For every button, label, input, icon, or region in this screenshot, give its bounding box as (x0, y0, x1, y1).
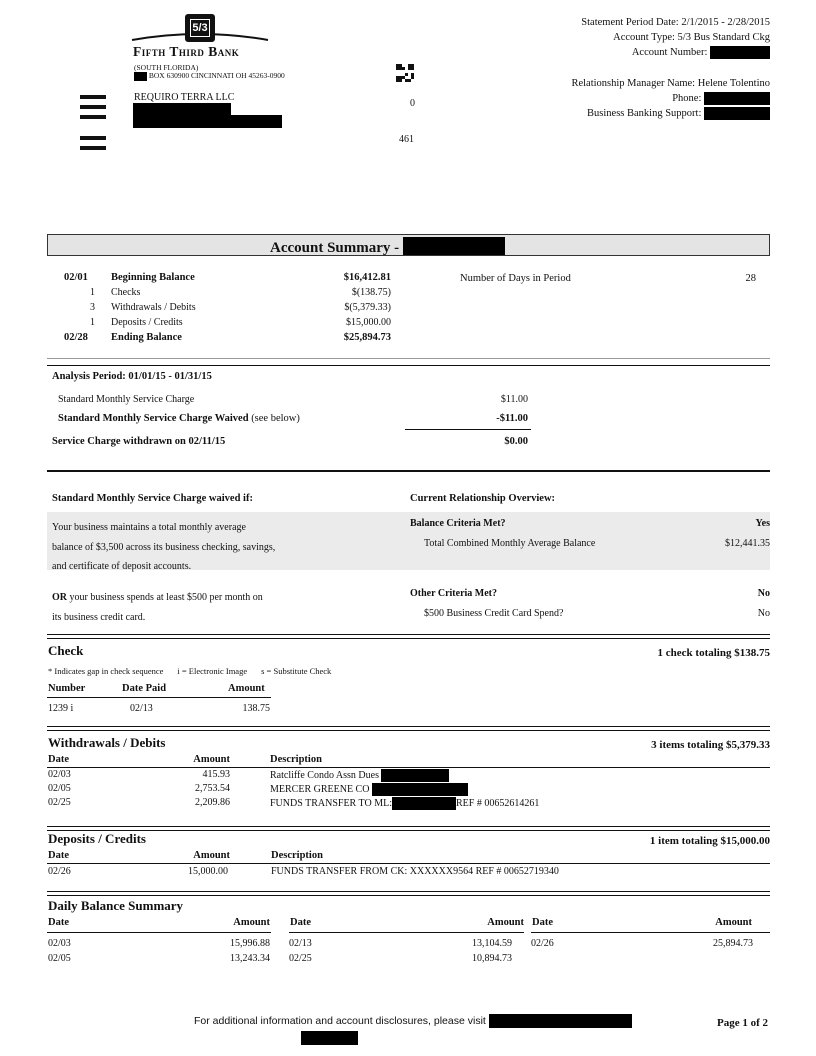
service-charge-waived-label: Standard Monthly Service Charge Waived (58, 413, 249, 424)
customer-name: REQUIRO TERRA LLC (134, 92, 235, 103)
redacted-box (301, 1031, 358, 1045)
redacted-box (489, 1014, 632, 1028)
deposits-col-date: Date (48, 850, 69, 861)
daily-col1-date-header: Date (48, 917, 69, 928)
logo-mark (185, 14, 215, 42)
deposit-amount: 15,000.00 (188, 866, 228, 877)
page-number: Page 1 of 2 (716, 1017, 768, 1029)
redacted-box (704, 107, 770, 120)
redacted-box (133, 115, 282, 128)
qr-code-icon (396, 64, 414, 82)
daily-amount: 13,104.59 (472, 938, 512, 949)
account-summary-title: Account Summary - (270, 240, 400, 256)
daily-balance-title: Daily Balance Summary (48, 898, 184, 913)
summary-row (48, 332, 398, 347)
summary-date: 02/28 (64, 332, 88, 343)
daily-date: 02/03 (48, 938, 71, 949)
summary-label: Beginning Balance (111, 272, 195, 283)
redacted-box (134, 72, 147, 81)
relationship-overview-heading: Current Relationship Overview: (410, 493, 556, 504)
withdrawals-col-description: Description (270, 754, 322, 765)
service-charge-waived-note: (see below) (251, 413, 300, 424)
withdrawals-col-date: Date (48, 754, 69, 765)
redacted-box (403, 237, 505, 255)
withdrawal-date: 02/25 (48, 797, 71, 808)
account-type: 5/3 Bus Standard Ckg (677, 32, 770, 43)
deposits-col-amount: Amount (193, 850, 230, 861)
service-charge-waived-line (58, 413, 300, 424)
daily-col3-amount-header: Amount (715, 917, 752, 928)
redacted-box (372, 783, 468, 796)
days-in-period-value: 28 (745, 273, 756, 284)
summary-row (48, 302, 398, 317)
balance-criteria-value: Yes (755, 518, 770, 529)
withdrawal-amount: 2,753.54 (195, 783, 230, 794)
redacted-box (704, 92, 770, 105)
daily-col2-date-header: Date (290, 917, 311, 928)
deposit-description: FUNDS TRANSFER FROM CK: XXXXXX9564 REF # 00652719340 (271, 866, 559, 877)
statement-period-line: Statement Period Date: 2/1/2015 - 2/28/2015 (581, 17, 770, 28)
withdrawal-amount: 415.93 (202, 769, 230, 780)
summary-amount: $25,894.73 (343, 332, 391, 343)
summary-count: 3 (90, 302, 95, 313)
daily-col1-amount-header: Amount (233, 917, 270, 928)
daily-date: 02/25 (289, 953, 312, 964)
service-charge-amount: $11.00 (500, 394, 528, 405)
service-charge-withdrawn-label: Service Charge withdrawn on 02/11/15 (52, 436, 226, 447)
summary-label: Withdrawals / Debits (111, 302, 196, 313)
footer-disclosure-line (194, 1014, 632, 1028)
bank-address-line (134, 71, 285, 81)
daily-date: 02/05 (48, 953, 71, 964)
statement-period: 2/1/2015 - 2/28/2015 (681, 17, 770, 28)
summary-table (48, 272, 398, 347)
check-col-date: Date Paid (122, 683, 167, 694)
service-charge-label: Standard Monthly Service Charge (58, 394, 195, 405)
redacted-box (133, 103, 231, 115)
balance-criteria-label: Balance Criteria Met? (410, 518, 506, 529)
check-legend: * Indicates gap in check sequence i = Electronic Image s = Substitute Check (48, 666, 332, 676)
statement-header (440, 15, 770, 121)
daily-date: 02/13 (289, 938, 312, 949)
service-charge-waived-amount: -$11.00 (496, 413, 528, 424)
check-amount: 138.75 (242, 703, 270, 714)
card-spend-value: No (757, 608, 770, 619)
daily-col3-date-header: Date (532, 917, 553, 928)
balance-text: Your business maintains a total monthly average balance of $3,500 across its business checking, savings, and certificate of deposit accounts. (52, 522, 276, 572)
bank-region: (SOUTH FLORIDA) (134, 63, 199, 72)
waiver-heading: Standard Monthly Service Charge waived if: (52, 493, 253, 504)
summary-row (48, 272, 398, 287)
check-col-amount: Amount (228, 683, 265, 694)
daily-amount: 15,996.88 (230, 938, 270, 949)
card-spend-label: $500 Business Credit Card Spend? (424, 608, 564, 619)
days-in-period-label: Number of Days in Period (460, 273, 571, 284)
deposits-title: Deposits / Credits (48, 831, 146, 846)
mail-barcode (80, 95, 106, 150)
summary-count: 1 (90, 317, 95, 328)
summary-row (48, 317, 398, 332)
withdrawals-title: Withdrawals / Debits (48, 735, 166, 750)
withdrawals-col-amount: Amount (193, 754, 230, 765)
withdrawal-description: Ratcliffe Condo Assn Dues (270, 769, 449, 782)
combined-balance-label: Total Combined Monthly Average Balance (424, 538, 596, 549)
redacted-box (381, 769, 449, 782)
daily-date: 02/26 (531, 938, 554, 949)
other-criteria-value: No (757, 588, 770, 599)
summary-label: Deposits / Credits (111, 317, 183, 328)
account-type-line: Account Type: 5/3 Bus Standard Ckg (613, 32, 770, 43)
summary-amount: $(138.75) (351, 287, 391, 298)
check-col-number: Number (48, 683, 86, 694)
mail-code-1: 0 (410, 98, 415, 109)
combined-balance-value: $12,441.35 (725, 538, 770, 549)
spend-text: OR your business spends at least $500 per month on its business credit card. (52, 592, 263, 623)
deposit-date: 02/26 (48, 866, 71, 877)
summary-date: 02/01 (64, 272, 88, 283)
check-number: 1239 i (48, 703, 74, 714)
summary-label: Ending Balance (111, 332, 182, 343)
deposits-col-description: Description (271, 850, 323, 861)
deposits-total: 1 item totaling $15,000.00 (649, 835, 770, 847)
withdrawal-description: FUNDS TRANSFER TO ML: REF # 00652614261 (270, 797, 540, 809)
withdrawal-description: MERCER GREENE CO (270, 783, 468, 796)
analysis-period: Analysis Period: 01/01/15 - 01/31/15 (52, 371, 212, 382)
summary-count: 1 (90, 287, 95, 298)
daily-col2-amount-header: Amount (487, 917, 524, 928)
checks-total: 1 check totaling $138.75 (657, 647, 770, 659)
relationship-manager-line: Relationship Manager Name: Helene Tolentino (571, 78, 770, 89)
daily-amount: 25,894.73 (713, 938, 753, 949)
summary-amount: $15,000.00 (346, 317, 391, 328)
daily-amount: 10,894.73 (472, 953, 512, 964)
redacted-box (392, 797, 456, 810)
relationship-manager: Helene Tolentino (697, 78, 770, 89)
summary-label: Checks (111, 287, 141, 298)
withdrawal-amount: 2,209.86 (195, 797, 230, 808)
bank-address: BOX 630900 CINCINNATI OH 45263-0900 (148, 71, 285, 80)
daily-amount: 13,243.34 (230, 953, 270, 964)
footer-disclosure: For additional information and account disclosures, please visit (194, 1014, 486, 1027)
other-criteria-label: Other Criteria Met? (410, 588, 497, 599)
logo-text: 5/3 (190, 19, 210, 37)
phone-line: Phone: (440, 91, 770, 106)
check-date: 02/13 (130, 703, 153, 714)
withdrawal-date: 02/03 (48, 769, 71, 780)
redacted-box (710, 46, 770, 59)
summary-row (48, 287, 398, 302)
checks-title: Check (48, 643, 84, 658)
account-number-line: Account Number: (440, 45, 770, 60)
withdrawals-total: 3 items totaling $5,379.33 (651, 739, 770, 751)
withdrawal-date: 02/05 (48, 783, 71, 794)
support-line: Business Banking Support: (440, 106, 770, 121)
summary-amount: $(5,379.33) (344, 302, 391, 313)
summary-amount: $16,412.81 (343, 272, 391, 283)
bank-name: Fifth Third Bank (133, 44, 240, 59)
account-summary-banner (47, 234, 770, 256)
mail-code-2: 461 (399, 134, 414, 145)
service-charge-withdrawn-amount: $0.00 (504, 436, 528, 447)
